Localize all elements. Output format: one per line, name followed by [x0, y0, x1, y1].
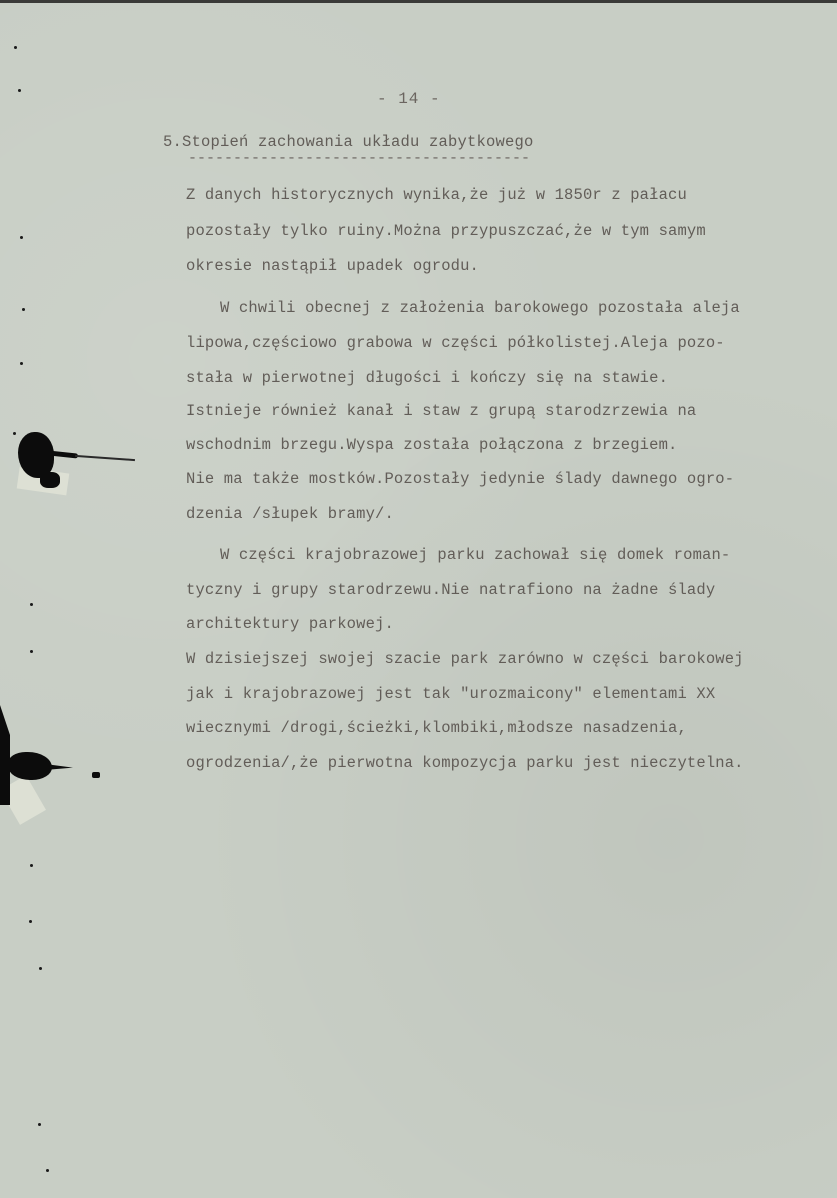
paragraph-1-line-2: pozostały tylko ruiny.Można przypuszczać,że w tym samym [186, 222, 706, 240]
paragraph-3-line-2: tyczny i grupy starodrzewu.Nie natrafiono na żadne ślady [186, 581, 716, 599]
scan-top-edge [0, 0, 837, 3]
paragraph-2-line-3: stała w pierwotnej długości i kończy się na stawie. [186, 369, 669, 387]
paragraph-2-line-5: wschodnim brzegu.Wyspa została połączona z brzegiem. [186, 436, 678, 454]
heading-underline: -------------------------------------- [188, 150, 531, 167]
paragraph-3-line-6: wiecznymi /drogi,ścieżki,klombiki,młodsze nasadzenia, [186, 719, 687, 737]
paragraph-3-line-7: ogrodzenia/,że pierwotna kompozycja parku jest nieczytelna. [186, 754, 744, 772]
paragraph-1-line-1: Z danych historycznych wynika,że już w 1850r z pałacu [186, 186, 687, 204]
paragraph-3-line-1: W części krajobrazowej parku zachował się domek roman- [220, 546, 731, 564]
paragraph-2-line-2: lipowa,częściowo grabowa w części półkolistej.Aleja pozo- [186, 334, 725, 352]
section-heading: 5.Stopień zachowania układu zabytkowego [163, 133, 534, 151]
paragraph-2-line-7: dzenia /słupek bramy/. [186, 505, 394, 523]
paragraph-1-line-3: okresie nastąpił upadek ogrodu. [186, 257, 479, 275]
paragraph-2-line-6: Nie ma także mostków.Pozostały jedynie ślady dawnego ogro- [186, 470, 735, 488]
paragraph-3-line-5: jak i krajobrazowej jest tak "urozmaicony" elementami XX [186, 685, 716, 703]
paragraph-2-line-4: Istnieje również kanał i staw z grupą starodzrzewia na [186, 402, 697, 420]
paragraph-3-line-4: W dzisiejszej swojej szacie park zarówno w części barokowej [186, 650, 744, 668]
page-number: - 14 - [377, 90, 441, 108]
paragraph-3-line-3: architektury parkowej. [186, 615, 394, 633]
paragraph-2-line-1: W chwili obecnej z założenia barokowego pozostała aleja [220, 299, 740, 317]
